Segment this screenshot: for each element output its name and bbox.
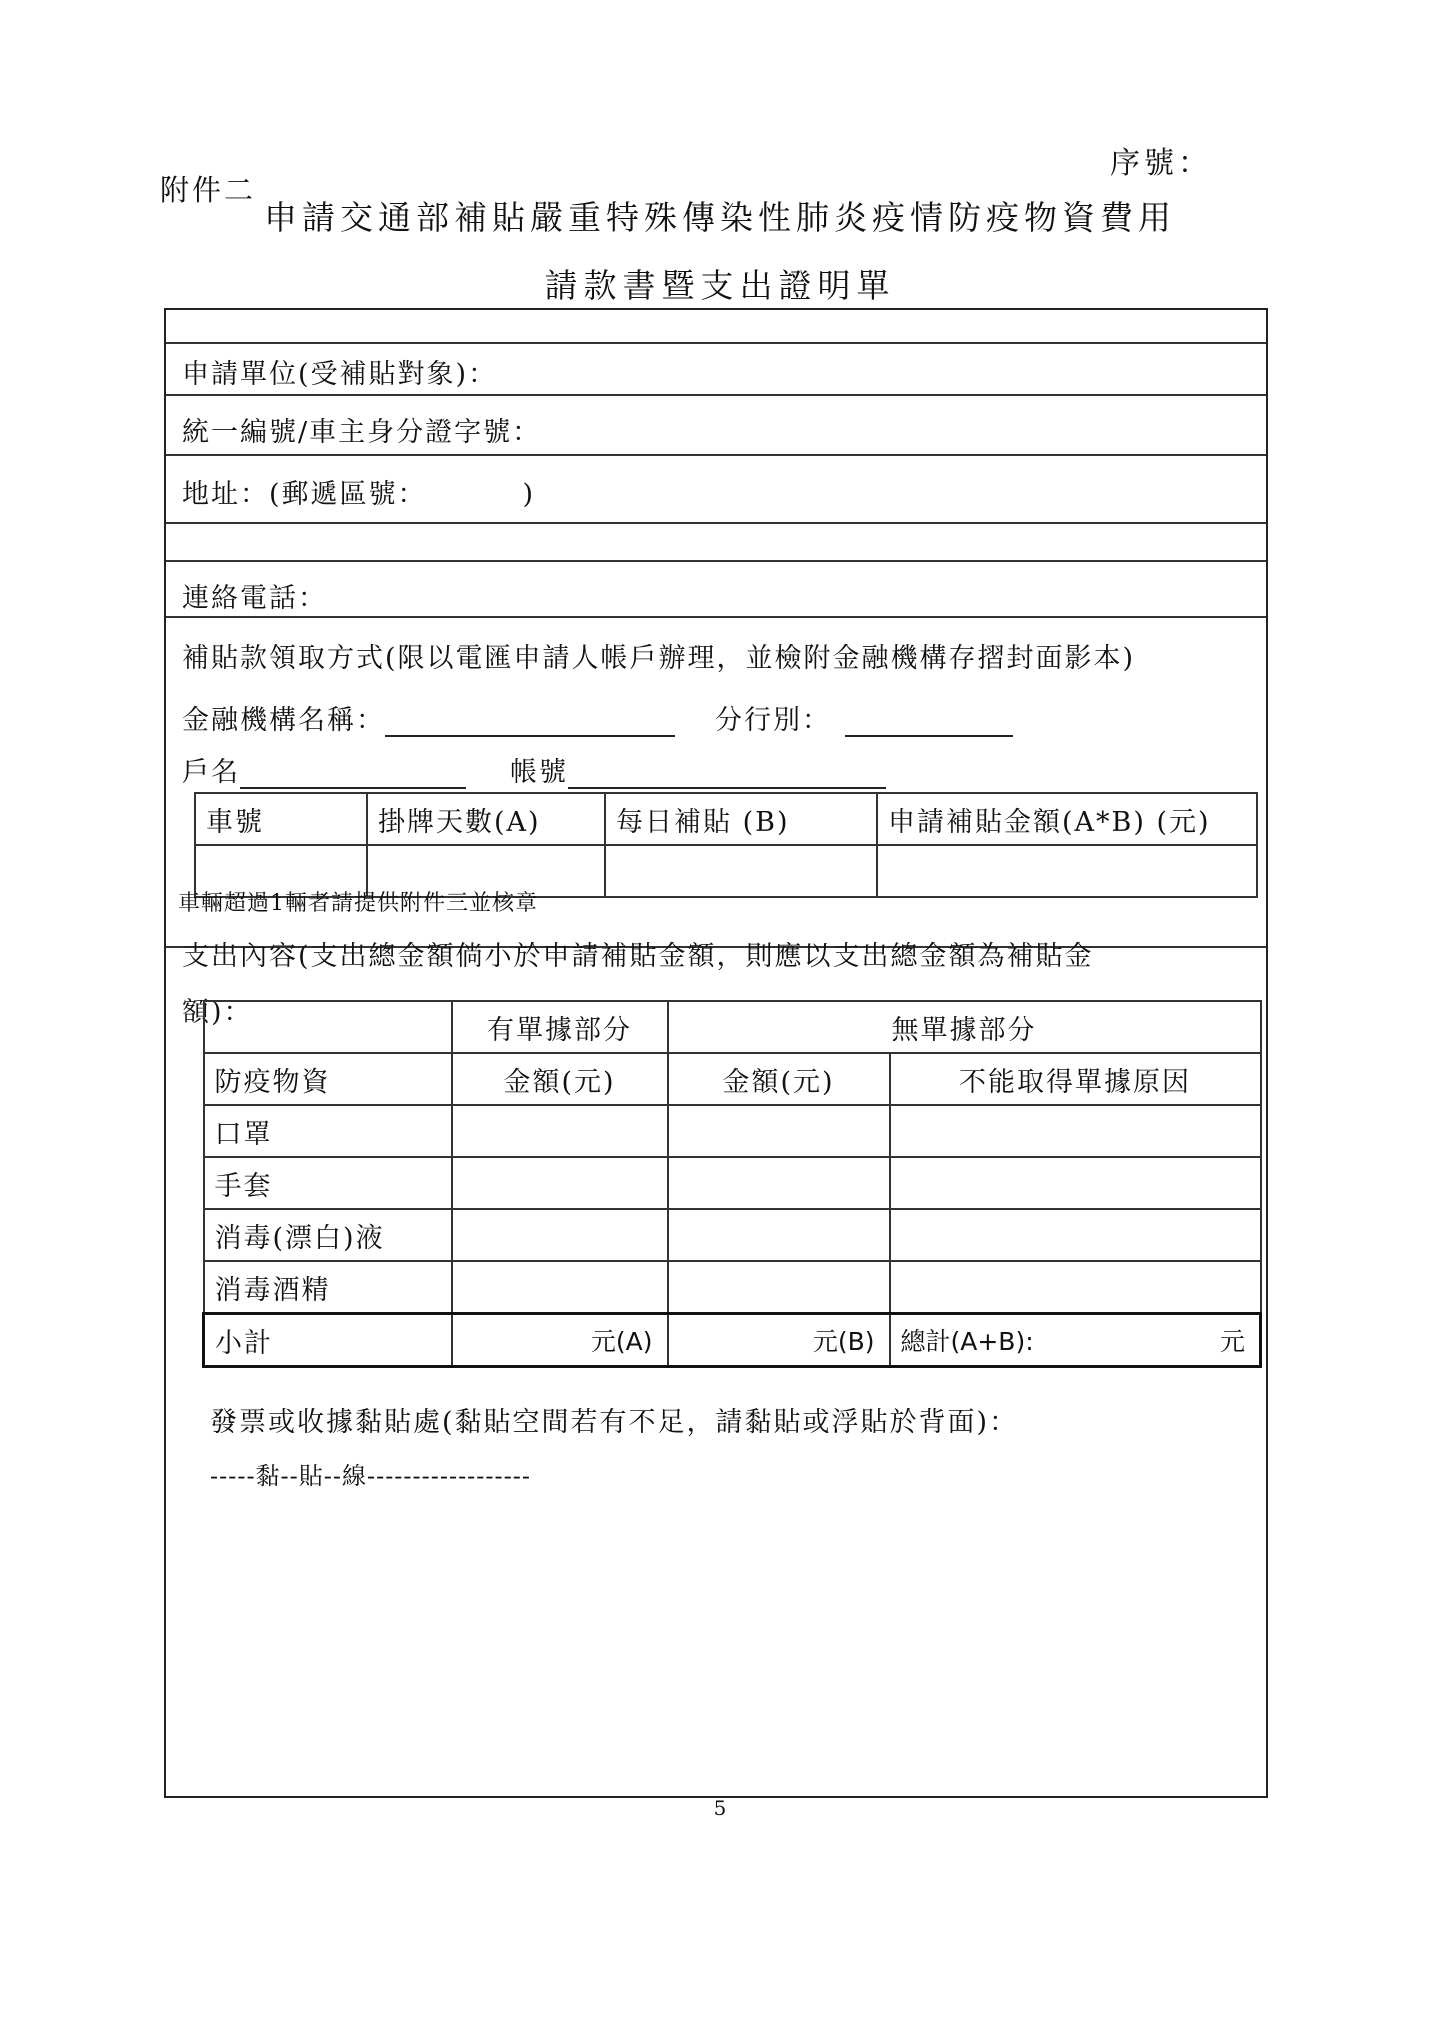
masks-reason-cell[interactable] (890, 1105, 1261, 1157)
address-label (182, 472, 535, 511)
expense-row-alcohol (204, 1261, 1261, 1314)
col-reason: 不能取得單據原因 (890, 1053, 1261, 1105)
bank-line (182, 698, 1013, 737)
address-label-text: 地址：(郵遞區號： (182, 479, 427, 510)
col-amount-with-receipt: 金額(元) (452, 1053, 668, 1105)
gloves-reason-cell[interactable] (890, 1157, 1261, 1209)
masks-amount-cell[interactable] (452, 1105, 668, 1157)
item-bleach: 消毒(漂白)液 (204, 1209, 452, 1261)
bank-name-blank (385, 705, 675, 737)
alcohol-amount-cell[interactable] (452, 1261, 668, 1314)
subtotal-label: 小計 (204, 1314, 452, 1367)
row-address-continued (166, 524, 1266, 562)
expense-subtotal-row (204, 1314, 1261, 1367)
account-number-label: 帳號 (510, 757, 568, 788)
account-name-label: 戶名 (182, 757, 240, 788)
gloves-amount2-cell[interactable] (668, 1157, 890, 1209)
branch-blank (845, 705, 1013, 737)
row-phone (166, 562, 1266, 618)
page-number: 5 (713, 1796, 727, 1820)
subtotal-a[interactable]: 元(A) (452, 1314, 668, 1367)
col-daily-subsidy: 每日補貼 (B) (605, 793, 877, 845)
attach-label: 發票或收據黏貼處(黏貼空間若有不足，請黏貼或浮貼於背面)： (210, 1407, 1019, 1438)
bleach-reason-cell[interactable] (890, 1209, 1261, 1261)
row-id-number (166, 396, 1266, 456)
form-subtitle: 請款書暨支出證明單 (544, 266, 896, 305)
col-subsidy-amount: 申請補貼金額(A*B) (元) (877, 793, 1257, 845)
group-with-receipt: 有單據部分 (452, 1001, 668, 1053)
expense-corner-cell (204, 1001, 452, 1053)
vehicle-table-header (195, 793, 1257, 845)
row-applicant-unit (166, 344, 1266, 396)
serial-number-label: 序號： (1110, 146, 1212, 181)
bleach-amount2-cell[interactable] (668, 1209, 890, 1261)
expense-intro-line1: 支出內容(支出總金額倘小於申請補貼金額，則應以支出總金額為補貼金 (182, 941, 1094, 972)
item-gloves: 手套 (204, 1157, 452, 1209)
branch-label: 分行別： (715, 705, 831, 736)
grand-total-cell[interactable] (890, 1314, 1261, 1367)
bank-name-label: 金融機構名稱： (182, 705, 385, 736)
row-address (166, 456, 1266, 524)
expense-column-header (204, 1053, 1261, 1105)
col-days-registered: 掛牌天數(A) (367, 793, 605, 845)
bleach-amount-cell[interactable] (452, 1209, 668, 1261)
annex-label: 附件二 (160, 173, 257, 207)
subtotal-b[interactable]: 元(B) (668, 1314, 890, 1367)
item-masks: 口罩 (204, 1105, 452, 1157)
group-without-receipt: 無單據部分 (668, 1001, 1261, 1053)
col-item: 防疫物資 (204, 1053, 452, 1105)
gloves-amount-cell[interactable] (452, 1157, 668, 1209)
form-title: 申請交通部補貼嚴重特殊傳染性肺炎疫情防疫物資費用 (264, 198, 1176, 237)
expense-row-bleach (204, 1209, 1261, 1261)
item-alcohol: 消毒酒精 (204, 1261, 452, 1314)
phone-label: 連絡電話： (182, 583, 327, 614)
expense-row-masks (204, 1105, 1261, 1157)
col-amount-without-receipt: 金額(元) (668, 1053, 890, 1105)
address-close-paren: ) (522, 479, 536, 510)
expense-table (202, 1000, 1262, 1368)
account-number-blank (568, 757, 886, 789)
application-form (164, 308, 1268, 1798)
grand-total-unit: 元 (1219, 1327, 1245, 1356)
glue-line: -----黏--貼--線------------------ (210, 1462, 531, 1490)
expense-intro-line2: 額)： (182, 997, 253, 1028)
expense-group-header (204, 1001, 1261, 1053)
applicant-unit-label: 申請單位(受補貼對象)： (182, 359, 498, 390)
account-name-blank (240, 757, 466, 789)
col-plate-number: 車號 (195, 793, 367, 845)
payment-method-label: 補貼款領取方式(限以電匯申請人帳戶辦理，並檢附金融機構存摺封面影本) (182, 643, 1136, 674)
id-number-label: 統一編號/車主身分證字號： (182, 417, 542, 448)
expense-row-gloves (204, 1157, 1261, 1209)
alcohol-amount2-cell[interactable] (668, 1261, 890, 1314)
masks-amount2-cell[interactable] (668, 1105, 890, 1157)
account-line (182, 750, 886, 789)
alcohol-reason-cell[interactable] (890, 1261, 1261, 1314)
row-spacer (166, 310, 1266, 344)
grand-total-label: 總計(A+B): (900, 1327, 1034, 1356)
vehicle-note: 車輛超過1輛者請提供附件三並核章 (178, 891, 538, 916)
